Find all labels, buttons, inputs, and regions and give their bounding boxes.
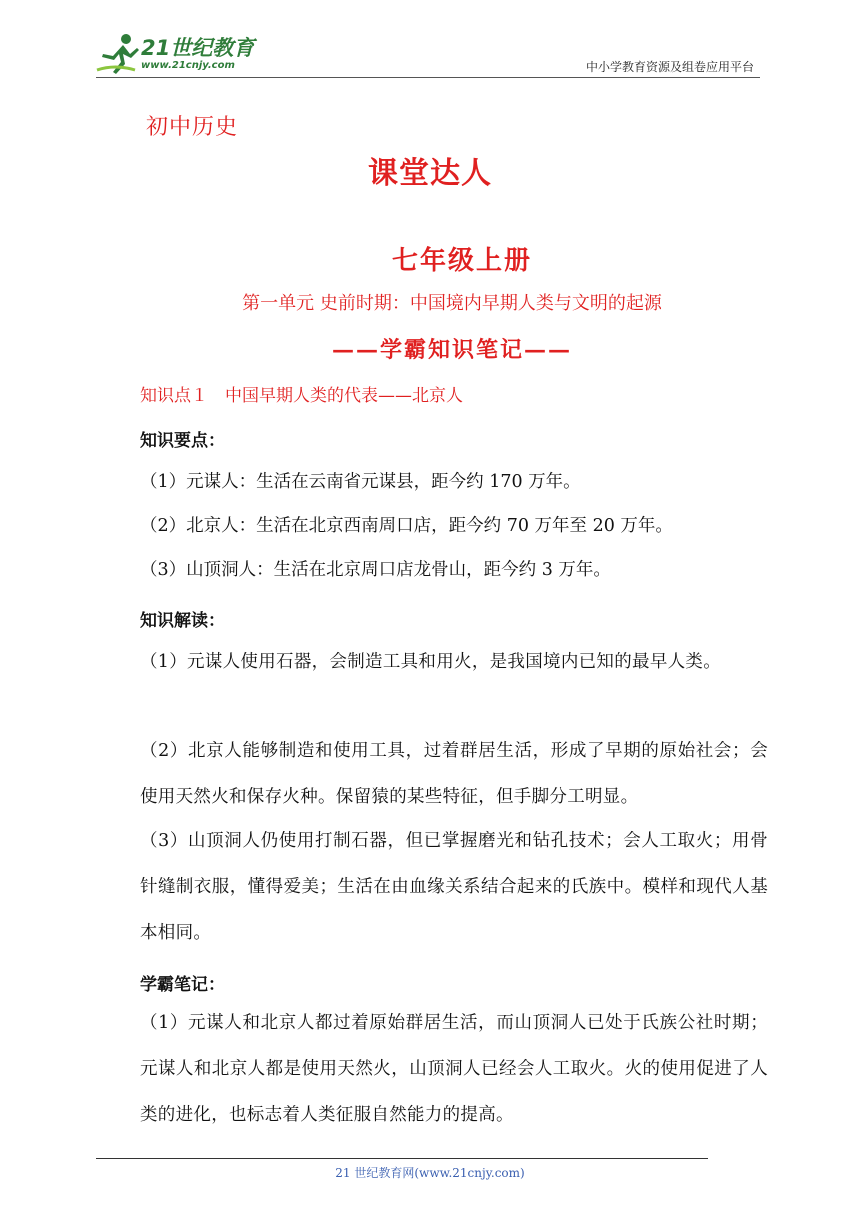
key-point-item: （1）元谋人：生活在云南省元谋县，距今约 170 万年。	[140, 472, 581, 492]
logo-url: www.21cnjy.com	[141, 60, 235, 71]
header-tagline: 中小学教育资源及组卷应用平台	[585, 60, 754, 74]
page-title: 课堂达人	[368, 156, 492, 191]
interpretation-item: （2）北京人能够制造和使用工具，过着群居生活，形成了早期的原始社会；会使用天然火和保存火种。保留猿的某些特征，但手脚分工明显。	[140, 741, 768, 807]
interpretation-item: （1）元谋人使用石器，会制造工具和用火，是我国境内已知的最早人类。	[140, 652, 722, 672]
knowledge-point-title: 知识点１ 中国早期人类的代表——北京人	[140, 386, 463, 406]
footer-text: 21 世纪教育网(www.21cnjy.com)	[335, 1166, 525, 1180]
key-point-item: （3）山顶洞人：生活在北京周口店龙骨山，距今约 3 万年。	[140, 560, 611, 580]
runner-logo-icon	[95, 30, 143, 78]
logo-text: 21世纪教育	[141, 36, 255, 60]
interpretation-item: （3）山顶洞人仍使用打制石器，但已掌握磨光和钻孔技术；会人工取火；用骨针缝制衣服，懂得爱美；生活在由血缘关系结合起来的氏族中。模样和现代人基本相同。	[140, 831, 768, 943]
subject-label: 初中历史	[146, 115, 239, 140]
footer-divider	[96, 1158, 708, 1159]
notes-title: ——学霸知识笔记——	[331, 337, 572, 363]
logo	[95, 30, 265, 82]
interpretation-label: 知识解读：	[140, 611, 225, 631]
study-notes-label: 学霸笔记：	[140, 975, 225, 995]
study-note-item: （1）元谋人和北京人都过着原始群居生活，而山顶洞人已处于氏族公社时期；元谋人和北京人都是使用天然火，山顶洞人已经会人工取火。火的使用促进了人类的进化，也标志着人类征服自然能力的提高。	[140, 1013, 768, 1125]
grade-title: 七年级上册	[391, 246, 532, 276]
page-header	[0, 0, 860, 82]
key-points-label: 知识要点：	[140, 431, 225, 451]
header-divider	[96, 77, 760, 78]
key-point-item: （2）北京人：生活在北京西南周口店，距今约 70 万年至 20 万年。	[140, 516, 673, 536]
unit-title: 第一单元 史前时期：中国境内早期人类与文明的起源	[242, 293, 662, 314]
